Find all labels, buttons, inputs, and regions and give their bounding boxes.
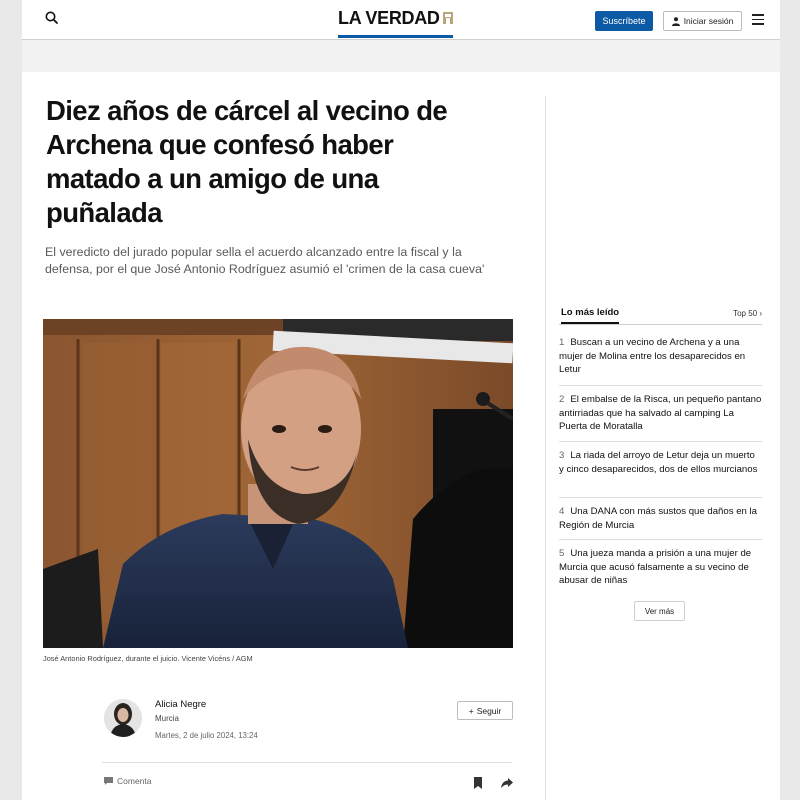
subscribe-button[interactable]: Suscríbete xyxy=(595,11,653,31)
publish-date: Martes, 2 de julio 2024, 13:24 xyxy=(155,731,258,740)
hamburger-menu-icon[interactable] xyxy=(752,14,764,26)
see-more-button[interactable]: Ver más xyxy=(634,601,685,621)
comments-label: Comenta xyxy=(117,776,152,786)
item-text: Buscan a un vecino de Archena y a una mujer de Molina entre los desaparecidos en Letur xyxy=(559,337,746,375)
item-separator xyxy=(559,539,762,540)
site-logo[interactable] xyxy=(338,8,453,38)
most-read-title: Lo más leído xyxy=(561,307,619,324)
logo-tower-icon xyxy=(443,12,453,24)
item-text: El embalse de la Risca, un pequeño pantano antirriadas que ha salvado al camping La Puerta de Moratalla xyxy=(559,394,762,432)
login-button[interactable] xyxy=(663,11,742,31)
comment-icon xyxy=(104,777,113,785)
most-read-widget xyxy=(559,305,762,586)
photo-caption xyxy=(43,654,513,663)
author-name[interactable]: Alicia Negre xyxy=(155,699,207,710)
article-photo[interactable] xyxy=(43,319,513,648)
most-read-item-4[interactable] xyxy=(559,505,762,532)
author-block xyxy=(102,695,514,755)
login-label: Iniciar sesión xyxy=(683,16,734,26)
item-text: La riada del arroyo de Letur deja un muerto y cinco desaparecidos, dos de ellos murcianos xyxy=(559,450,758,475)
item-number: 1 xyxy=(559,337,565,348)
article-subtitle: El veredicto del jurado popular sella el acuerdo alcanzado entre la fiscal y la defensa, por el que José Antonio Rodríguez asumió el 'crimen de la casa cueva' xyxy=(45,245,485,276)
share-icon[interactable] xyxy=(501,776,513,788)
item-number: 5 xyxy=(559,548,565,559)
follow-button[interactable] xyxy=(457,701,513,720)
user-icon xyxy=(672,17,680,26)
item-text: Una DANA con más sustos que daños en la Región de Murcia xyxy=(559,506,757,531)
author-city: Murcia xyxy=(155,714,180,723)
item-number: 4 xyxy=(559,506,565,517)
plus-icon: + xyxy=(468,705,474,716)
most-read-item-5[interactable] xyxy=(559,547,762,588)
follow-label: Seguir xyxy=(476,705,502,716)
item-separator xyxy=(559,385,762,386)
caption-credit: Vicente Vicéns / AGM xyxy=(181,654,253,663)
article-headline: Diez años de cárcel al vecino de Archena que confesó haber matado a un amigo de una puñalada xyxy=(46,95,448,228)
logo-text: LA VERDAD xyxy=(338,8,440,28)
caption-text: José Antonio Rodríguez, durante el juicio. xyxy=(43,654,180,663)
top-50-link[interactable]: Top 50 › xyxy=(733,309,762,318)
most-read-item-3[interactable] xyxy=(559,449,762,476)
site-header xyxy=(22,0,780,40)
most-read-header xyxy=(559,305,762,325)
bookmark-icon[interactable] xyxy=(473,776,483,788)
page xyxy=(22,0,780,800)
item-separator xyxy=(559,497,762,498)
comments-button[interactable] xyxy=(104,776,152,786)
column-divider xyxy=(545,96,546,800)
item-number: 3 xyxy=(559,450,565,461)
item-text: Una jueza manda a prisión a una mujer de Murcia que acusó falsamente a su vecino de abusar de niñas xyxy=(559,548,752,586)
ad-band xyxy=(22,40,780,72)
search-icon[interactable] xyxy=(44,10,60,26)
most-read-item-1[interactable] xyxy=(559,336,762,377)
author-avatar[interactable] xyxy=(104,699,142,737)
article-divider xyxy=(102,762,512,763)
item-separator xyxy=(559,441,762,442)
most-read-item-2[interactable] xyxy=(559,393,762,434)
item-number: 2 xyxy=(559,394,565,405)
